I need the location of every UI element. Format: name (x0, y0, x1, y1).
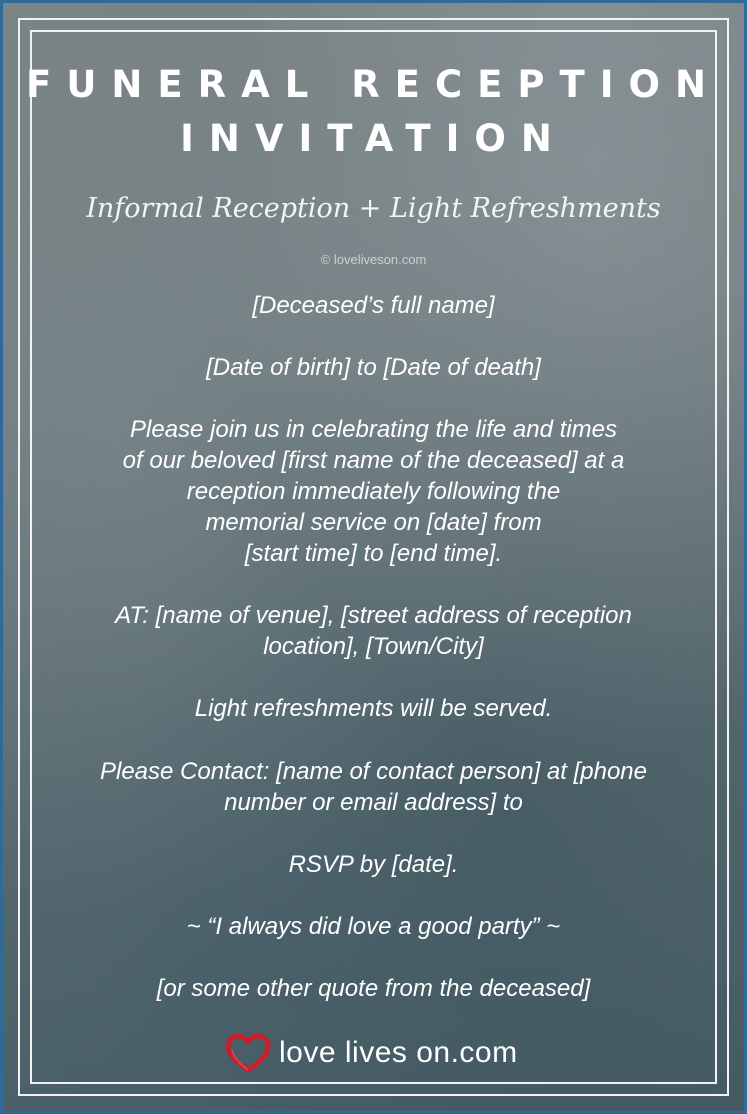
title-line-1: FUNERAL RECEPTION (26, 63, 721, 106)
location-paragraph (33, 600, 714, 662)
invite-line: memorial service on [date] from (205, 509, 542, 536)
site-logo (225, 1031, 518, 1075)
invitation-content (3, 3, 744, 1111)
quote-line: ~ “I always did love a good party” ~ (186, 913, 561, 940)
contact-line: number or email address] to (224, 789, 523, 816)
location-line: location], [Town/City] (263, 633, 484, 660)
invite-line: of our beloved [first name of the deceased] at a (122, 447, 625, 474)
quote-note: [or some other quote from the deceased] (156, 975, 591, 1002)
contact-line: Please Contact: [name of contact person] at [phone (99, 758, 647, 785)
life-dates: [Date of birth] to [Date of death] (206, 354, 541, 381)
location-line: AT: [name of venue], [street address of reception (115, 602, 632, 629)
refreshments-note: Light refreshments will be served. (194, 695, 553, 722)
invite-paragraph (33, 414, 714, 569)
logo-text: love lives on.com (279, 1036, 518, 1069)
invite-line: Please join us in celebrating the life and times (130, 416, 617, 443)
title-line-2: INVITATION (180, 117, 567, 160)
rsvp-line: RSVP by [date]. (288, 851, 459, 878)
invitation-card (3, 3, 744, 1111)
invite-line: [start time] to [end time]. (244, 540, 503, 567)
deceased-name: [Deceased’s full name] (252, 292, 495, 319)
copyright: © loveliveson.com (320, 252, 427, 267)
subtitle: Informal Reception + Light Refreshments (86, 193, 661, 224)
invite-line: reception immediately following the (186, 478, 561, 505)
contact-paragraph (25, 756, 722, 818)
heart-icon (225, 1033, 271, 1073)
